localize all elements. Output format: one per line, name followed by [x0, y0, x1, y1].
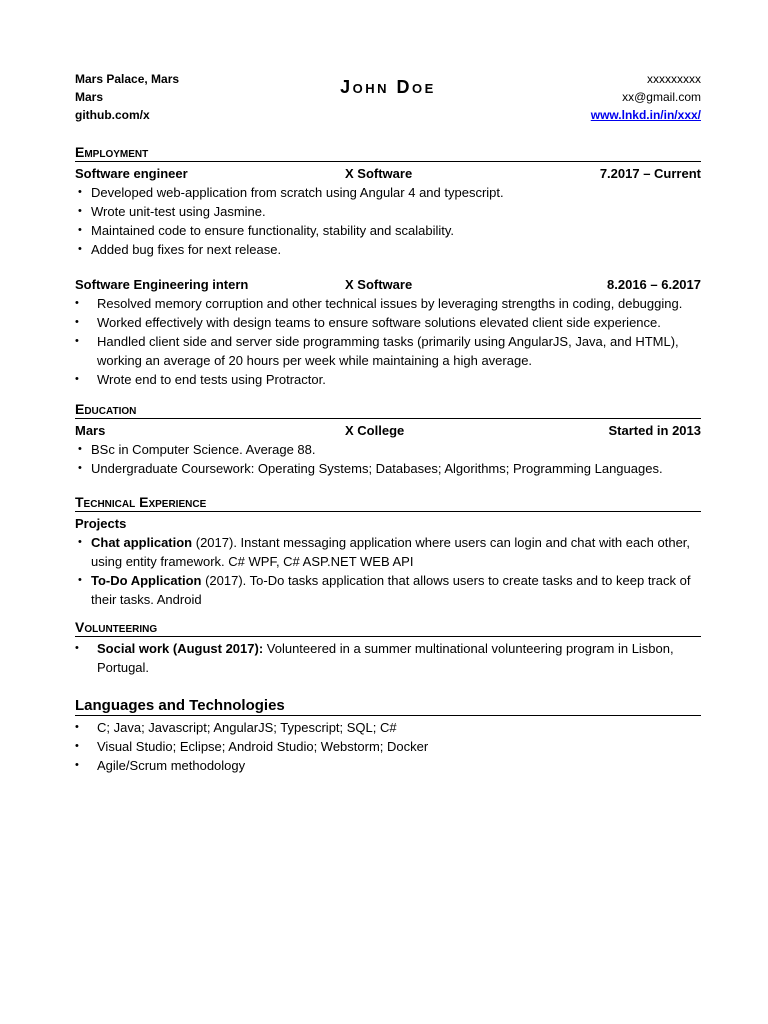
- email-address[interactable]: xx@gmail.com: [622, 90, 701, 104]
- education-heading: Education: [75, 401, 701, 419]
- github-link[interactable]: github.com/x: [75, 108, 150, 122]
- job-1-company: X Software: [345, 166, 413, 181]
- list-item: • Worked effectively with design teams to ensure software solutions elevated client side experience.: [75, 313, 701, 332]
- list-item: [75, 571, 701, 609]
- volunteer-1-desc: Volunteered in a summer multinational volunteering program in Lisbon, Portugal.: [97, 641, 674, 675]
- volunteering-list: [75, 639, 701, 677]
- job-2-header: [75, 275, 701, 294]
- volunteering-heading: Volunteering: [75, 619, 701, 637]
- list-item: [75, 533, 701, 571]
- project-1-desc: (2017). Instant messaging application where users can login and chat with each other, using entity framework. C# WPF, C# ASP.NET WEB API: [91, 535, 691, 569]
- resume-page: [75, 68, 701, 775]
- address-line-2: Mars: [75, 90, 104, 104]
- projects-subheading: Projects: [75, 516, 127, 531]
- job-1-bullets: [75, 183, 701, 259]
- list-item: • Visual Studio; Eclipse; Android Studio; Webstorm; Docker: [75, 737, 701, 756]
- job-2-dates: 8.2016 – 6.2017: [607, 277, 701, 292]
- phone-number: xxxxxxxxx: [647, 72, 701, 86]
- languages-list: [75, 718, 701, 775]
- project-2-desc: (2017). To-Do tasks application that allows users to create tasks and to keep track of their tasks. Android: [91, 573, 691, 607]
- job-1-role: Software engineer: [75, 166, 188, 181]
- list-item: • Maintained code to ensure functionality, stability and scalability.: [75, 221, 701, 240]
- job-2-role: Software Engineering intern: [75, 277, 249, 292]
- list-item: • BSc in Computer Science. Average 88.: [75, 440, 701, 459]
- list-item: • Wrote unit-test using Jasmine.: [75, 202, 701, 221]
- list-item: [75, 639, 701, 677]
- project-1-name: Chat application: [91, 535, 193, 550]
- job-2-company: X Software: [345, 277, 413, 292]
- job-1-dates: 7.2017 – Current: [599, 166, 701, 181]
- job-2-bullets: [75, 294, 701, 389]
- education-location: Mars: [75, 423, 106, 438]
- job-1-header: [75, 164, 701, 183]
- list-item: • C; Java; Javascript; AngularJS; Typescript; SQL; C#: [75, 718, 701, 737]
- list-item: • Developed web-application from scratch using Angular 4 and typescript.: [75, 183, 701, 202]
- education-dates: Started in 2013: [608, 423, 701, 438]
- list-item: • Undergraduate Coursework: Operating Systems; Databases; Algorithms; Programming Languages.: [75, 459, 701, 478]
- volunteer-1-name: Social work (August 2017):: [97, 641, 264, 656]
- projects-list: [75, 533, 701, 609]
- project-2-name: To-Do Application: [91, 573, 202, 588]
- education-header: [75, 421, 701, 440]
- list-item: • Wrote end to end tests using Protractor.: [75, 370, 701, 389]
- list-item: • Added bug fixes for next release.: [75, 240, 701, 259]
- technical-heading: Technical Experience: [75, 494, 701, 512]
- list-item: • Agile/Scrum methodology: [75, 756, 701, 775]
- education-bullets: [75, 440, 701, 478]
- list-item: • Handled client side and server side programming tasks (primarily using AngularJS, Java, and HTML), working an average of 20 hours per week while maintaining a high average.: [75, 332, 701, 370]
- contact-block: [591, 70, 701, 124]
- education-school: X College: [345, 423, 405, 438]
- resume-header: [75, 68, 701, 128]
- linkedin-link[interactable]: www.lnkd.in/in/xxx/: [590, 108, 701, 122]
- candidate-name: John Doe: [340, 77, 436, 97]
- languages-heading: Languages and Technologies: [75, 697, 701, 716]
- list-item: • Resolved memory corruption and other technical issues by leveraging strengths in coding, debugging.: [75, 294, 701, 313]
- employment-heading: Employment: [75, 144, 701, 162]
- address-line-1: Mars Palace, Mars: [75, 72, 180, 86]
